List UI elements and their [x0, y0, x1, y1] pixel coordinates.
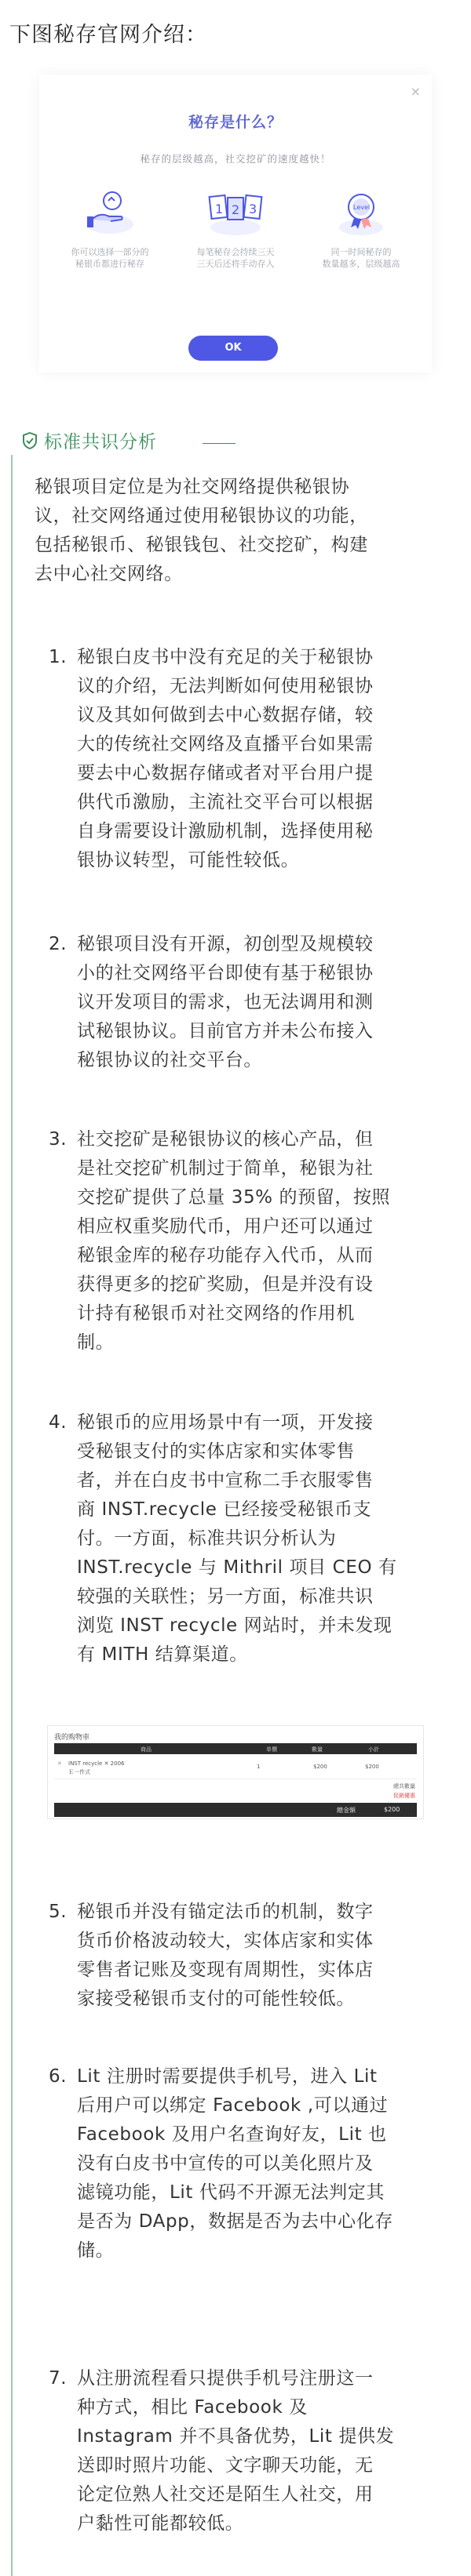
- feature-text-line: 每笔秘存会持续三天: [196, 247, 275, 257]
- text-line: 后用户可以绑定 Facebook ,可以通过: [77, 2095, 389, 2116]
- modal-title: 秘存是什么？: [188, 114, 283, 131]
- section-divider: [203, 443, 236, 444]
- text-line: 户黏性可能都较低。: [77, 2513, 244, 2534]
- feature-text-line: 数量越多，层级越高: [322, 259, 400, 269]
- text-line: 受秘银支付的实体店家和实体零售: [77, 1441, 355, 1462]
- close-icon[interactable]: ×: [410, 84, 421, 99]
- column-header: 单價: [266, 1746, 277, 1753]
- text-line: 商 INST.recycle 已经接受秘银币支: [77, 1499, 372, 1520]
- text-line: 议及其如何做到去中心数据存储，较: [77, 705, 374, 725]
- shield-check-icon: [22, 432, 38, 449]
- text-line: 获得更多的挖矿奖励，但是并没有设: [77, 1274, 374, 1295]
- list-number: 4.: [49, 1412, 68, 1433]
- total-value: $200: [384, 1806, 400, 1813]
- text-line: 银协议转型，可能性较低。: [77, 850, 300, 870]
- text-line: 秘银白皮书中没有充足的关于秘银协: [77, 647, 374, 667]
- text-line: Lit 注册时需要提供手机号，进入 Lit: [77, 2066, 378, 2087]
- column-header: 數量: [312, 1746, 323, 1753]
- text-line: 从注册流程看只提供手机号注册这一: [77, 2368, 374, 2389]
- text-line: 是否为 DApp，数据是否为去中心化存: [77, 2211, 393, 2232]
- item-variant: Ｅ一件式: [68, 1769, 90, 1775]
- feature-text-line: 同一时间秘存的: [330, 247, 392, 257]
- column-header: 小計: [368, 1746, 379, 1753]
- text-line: 议的介绍，无法判断如何使用秘银协: [77, 676, 374, 696]
- feature-card: [181, 188, 290, 270]
- hand-coin-icon: [82, 188, 137, 237]
- text-line: 是社交挖矿机制过于简单，秘银为社: [77, 1158, 374, 1179]
- list-number: 1.: [49, 647, 68, 667]
- feature-card: [306, 188, 416, 270]
- cart-title: 我的购物車: [54, 1734, 90, 1742]
- calendar-123-icon: [204, 188, 267, 237]
- text-line: 议，社交网络通过使用秘银协议的功能，: [35, 506, 368, 526]
- text-line: INST.recycle 与 Mithril 项目 CEO 有: [77, 1557, 397, 1578]
- cart-table-header: [54, 1743, 417, 1754]
- text-line: 自身需要设计激励机制，选择使用秘: [77, 821, 374, 841]
- text-line: 试秘银协议。目前官方并未公布接入: [77, 1021, 374, 1041]
- remove-icon[interactable]: ✕: [57, 1760, 62, 1767]
- section-header: [22, 427, 157, 453]
- text-line: 秘银金库的秘存功能存入代币，从而: [77, 1245, 374, 1266]
- cart-screenshot: [47, 1725, 424, 1819]
- list-item: [49, 2364, 433, 2538]
- feature-text-line: 秘银币都进行秘存: [75, 259, 144, 269]
- text-line: 零售者记账及变现有周期性，实体店: [77, 1960, 374, 1980]
- text-line: 供代币激励，主流社交平台可以根据: [77, 792, 374, 812]
- list-item: [49, 1408, 433, 1669]
- mithril-intro-modal: [39, 74, 432, 372]
- text-line: Facebook 及用户名查询好友，Lit 也: [77, 2124, 387, 2145]
- text-line: 有 MITH 结算渠道。: [77, 1644, 248, 1665]
- list-number: 7.: [49, 2368, 68, 2389]
- list-item: [49, 930, 433, 1075]
- text-line: 秘银币并没有锚定法币的机制，数字: [77, 1902, 374, 1922]
- text-line: 论定位熟人社交还是陌生人社交，用: [77, 2484, 374, 2505]
- list-number: 6.: [49, 2066, 68, 2087]
- total-label: 總金額: [337, 1807, 356, 1814]
- text-line: 秘银协议的社交平台。: [77, 1050, 262, 1070]
- text-line: 小的社交网络平台即使有基于秘银协: [77, 963, 374, 983]
- text-line: 要去中心数据存储或者对平台用户提: [77, 763, 374, 783]
- list-item: [49, 2062, 433, 2265]
- level-medal-icon: [334, 188, 389, 237]
- text-line: 储。: [77, 2240, 115, 2261]
- text-line: 货币价格波动较大，实体店家和实体: [77, 1931, 374, 1951]
- intro-text: 下图秘存官网介绍：: [9, 23, 207, 47]
- ok-button[interactable]: OK: [188, 336, 278, 361]
- table-row: [54, 1757, 417, 1779]
- text-line: Instagram 并不具备优势，Lit 提供发: [77, 2426, 395, 2447]
- list-item: [49, 1125, 433, 1357]
- text-line: 大的传统社交网络及直播平台如果需: [77, 734, 374, 754]
- text-line: 送即时照片功能、文字聊天功能，无: [77, 2455, 374, 2476]
- text-line: 浏览 INST recycle 网站时，并未发现: [77, 1615, 392, 1636]
- list-number: 5.: [49, 1902, 68, 1922]
- text-line: 付。一方面，标准共识分析认为: [77, 1528, 337, 1549]
- list-number: 2.: [49, 934, 68, 954]
- svg-text:Level: Level: [353, 204, 371, 211]
- text-line: 滤镜功能，Lit 代码不开源无法判定其: [77, 2182, 385, 2203]
- text-line: 较强的关联性；另一方面，标准共识: [77, 1586, 374, 1607]
- section-left-bar: [11, 455, 13, 2576]
- text-line: 秘银项目定位是为社交网络提供秘银协: [35, 477, 350, 497]
- text-line: 社交挖矿是秘银协议的核心产品，但: [77, 1129, 374, 1150]
- svg-text:1: 1: [215, 202, 224, 216]
- list-item: [49, 1898, 433, 2014]
- text-line: 秘银项目没有开源，初创型及规模较: [77, 934, 374, 954]
- summary-discount: 促銷優惠: [393, 1793, 415, 1799]
- modal-subtitle: 秘存的层级越高，社交挖矿的速度越快！: [140, 153, 331, 165]
- text-line: 交挖矿提供了总量 35% 的预留，按照: [77, 1187, 391, 1208]
- quantity-stepper[interactable]: 1: [257, 1764, 261, 1770]
- text-line: 家接受秘银币支付的可能性较低。: [77, 1989, 355, 2009]
- text-line: 去中心社交网络。: [35, 564, 183, 584]
- feature-card: [55, 188, 165, 270]
- feature-text-line: 你可以选择一部分的: [71, 247, 149, 257]
- list-item: [49, 643, 433, 875]
- cart-total-bar: [54, 1803, 417, 1817]
- svg-text:2: 2: [232, 202, 240, 217]
- text-line: 者，并在白皮书中宣称二手衣服零售: [77, 1470, 374, 1491]
- text-line: 相应权重奖励代币，用户还可以通过: [77, 1216, 374, 1237]
- text-line: 议开发项目的需求，也无法调用和测: [77, 992, 374, 1012]
- text-line: 没有白皮书中宣传的可以美化照片及: [77, 2153, 374, 2174]
- svg-text:3: 3: [249, 202, 257, 216]
- analysis-paragraph: [35, 473, 431, 589]
- list-number: 3.: [49, 1129, 68, 1150]
- section-title: 标准共识分析: [44, 432, 157, 452]
- column-header: 商品: [141, 1746, 152, 1753]
- text-line: 种方式，相比 Facebook 及: [77, 2397, 308, 2418]
- item-name: INST recycle ✕ 2006: [68, 1760, 125, 1767]
- text-line: 秘银币的应用场景中有一项，开发接: [77, 1412, 374, 1433]
- text-line: 包括秘银币、秘银钱包、社交挖矿，构建: [35, 535, 368, 555]
- text-line: 计持有秘银币对社交网络的作用机: [77, 1303, 355, 1324]
- summary-quantity: 總共數量: [393, 1783, 415, 1789]
- feature-text-line: 三天后还将手动存入: [196, 259, 275, 269]
- subtotal: $200: [365, 1764, 379, 1770]
- unit-price: $200: [313, 1764, 327, 1770]
- text-line: 制。: [77, 1332, 115, 1353]
